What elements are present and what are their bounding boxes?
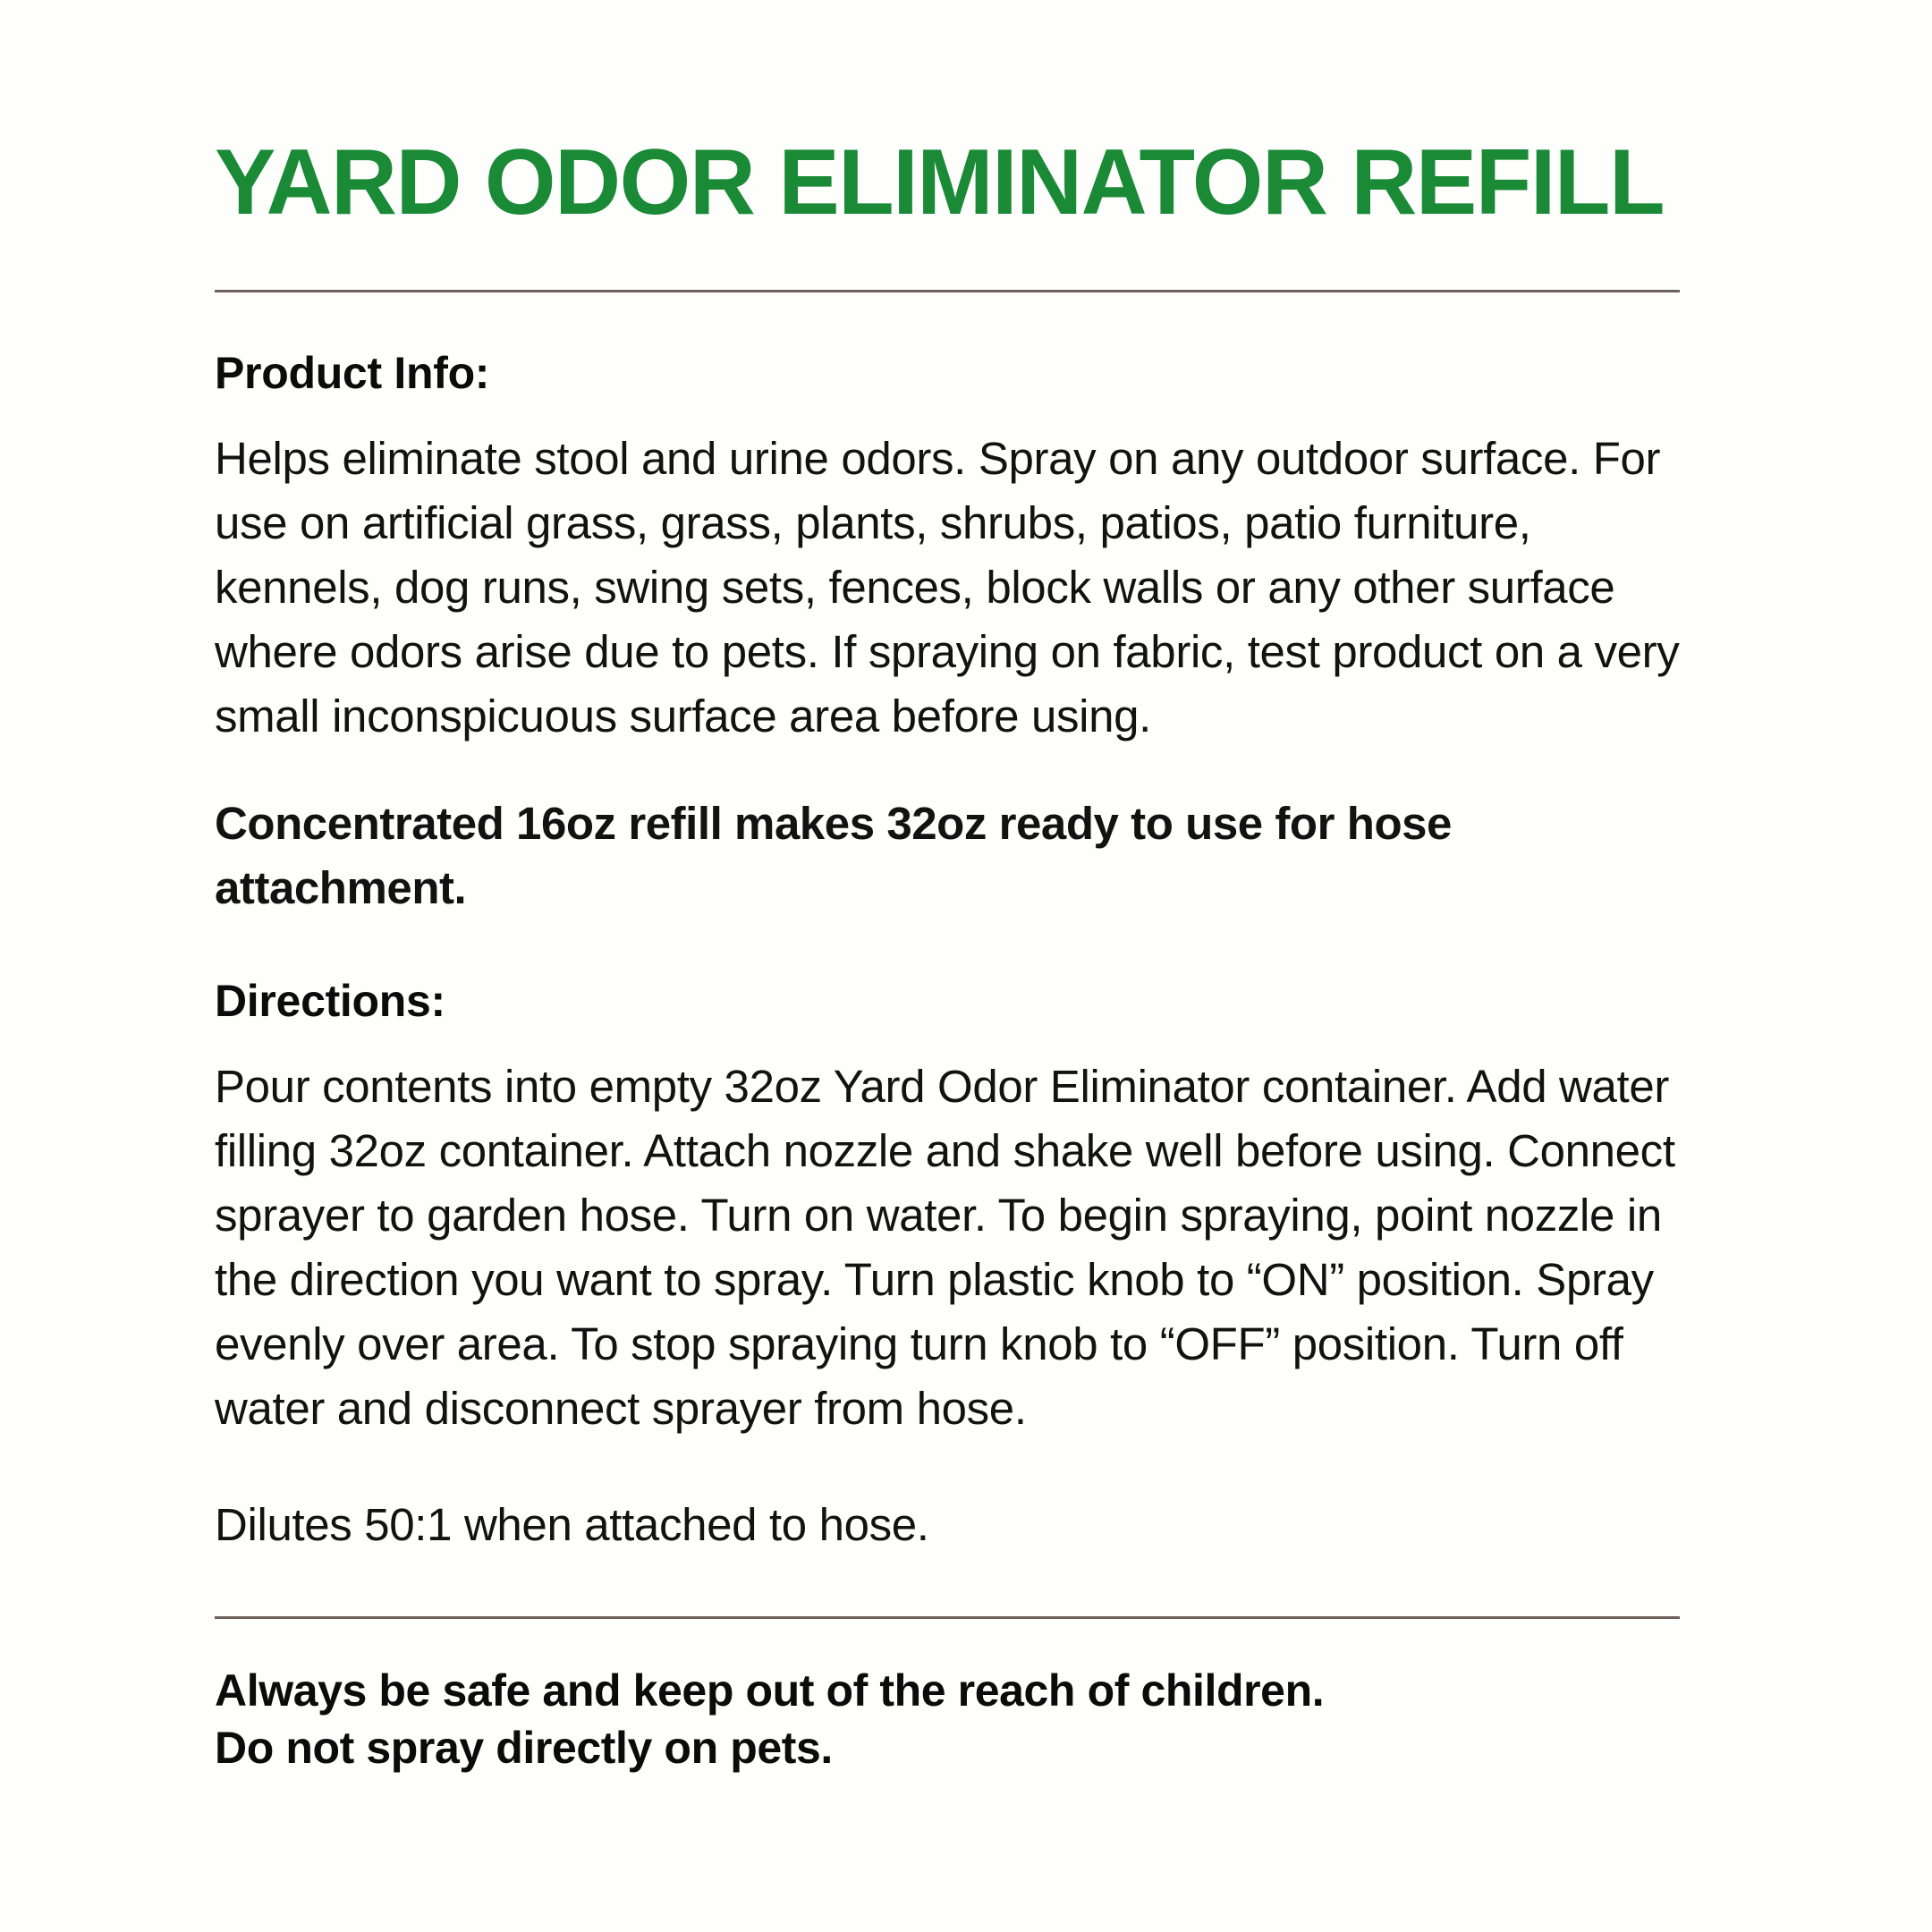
page-title: YARD ODOR ELIMINATOR REFILL xyxy=(215,131,1665,234)
content-column xyxy=(215,0,1707,1776)
dilution-ratio-text: Dilutes 50:1 when attached to hose. xyxy=(215,1499,929,1550)
directions-heading: Directions: xyxy=(215,976,445,1026)
safety-notice-line-1: Always be safe and keep out of the reach of children. xyxy=(215,1665,1325,1716)
safety-notice-line-2: Do not spray directly on pets. xyxy=(215,1723,833,1773)
concentration-highlight: Concentrated 16oz refill makes 32oz ready to use for hose attachment. xyxy=(215,798,1452,913)
product-info-heading: Product Info: xyxy=(215,348,490,398)
product-info-paragraph: Helps eliminate stool and urine odors. Spray on any outdoor surface. For use on artificial grass, grass, plants, shrubs, patios, patio furniture, kennels, dog runs, swing sets, fences, block walls or any other surface where odors arise due to pets. If spraying on fabric, test product on a very small inconspicuous surface area before using. xyxy=(215,433,1680,741)
directions-paragraph: Pour contents into empty 32oz Yard Odor Eliminator container. Add water filling 32oz container. Attach nozzle and shake well before using. Connect sprayer to garden hose. Turn on water. To begin spraying, point nozzle in the direction you want to spray. Turn plastic knob to “ON” position. Spray evenly over area. To stop spraying turn knob to “OFF” position. Turn off water and disconnect sprayer from hose. xyxy=(215,1061,1675,1434)
safety-notice xyxy=(215,1619,1707,1776)
